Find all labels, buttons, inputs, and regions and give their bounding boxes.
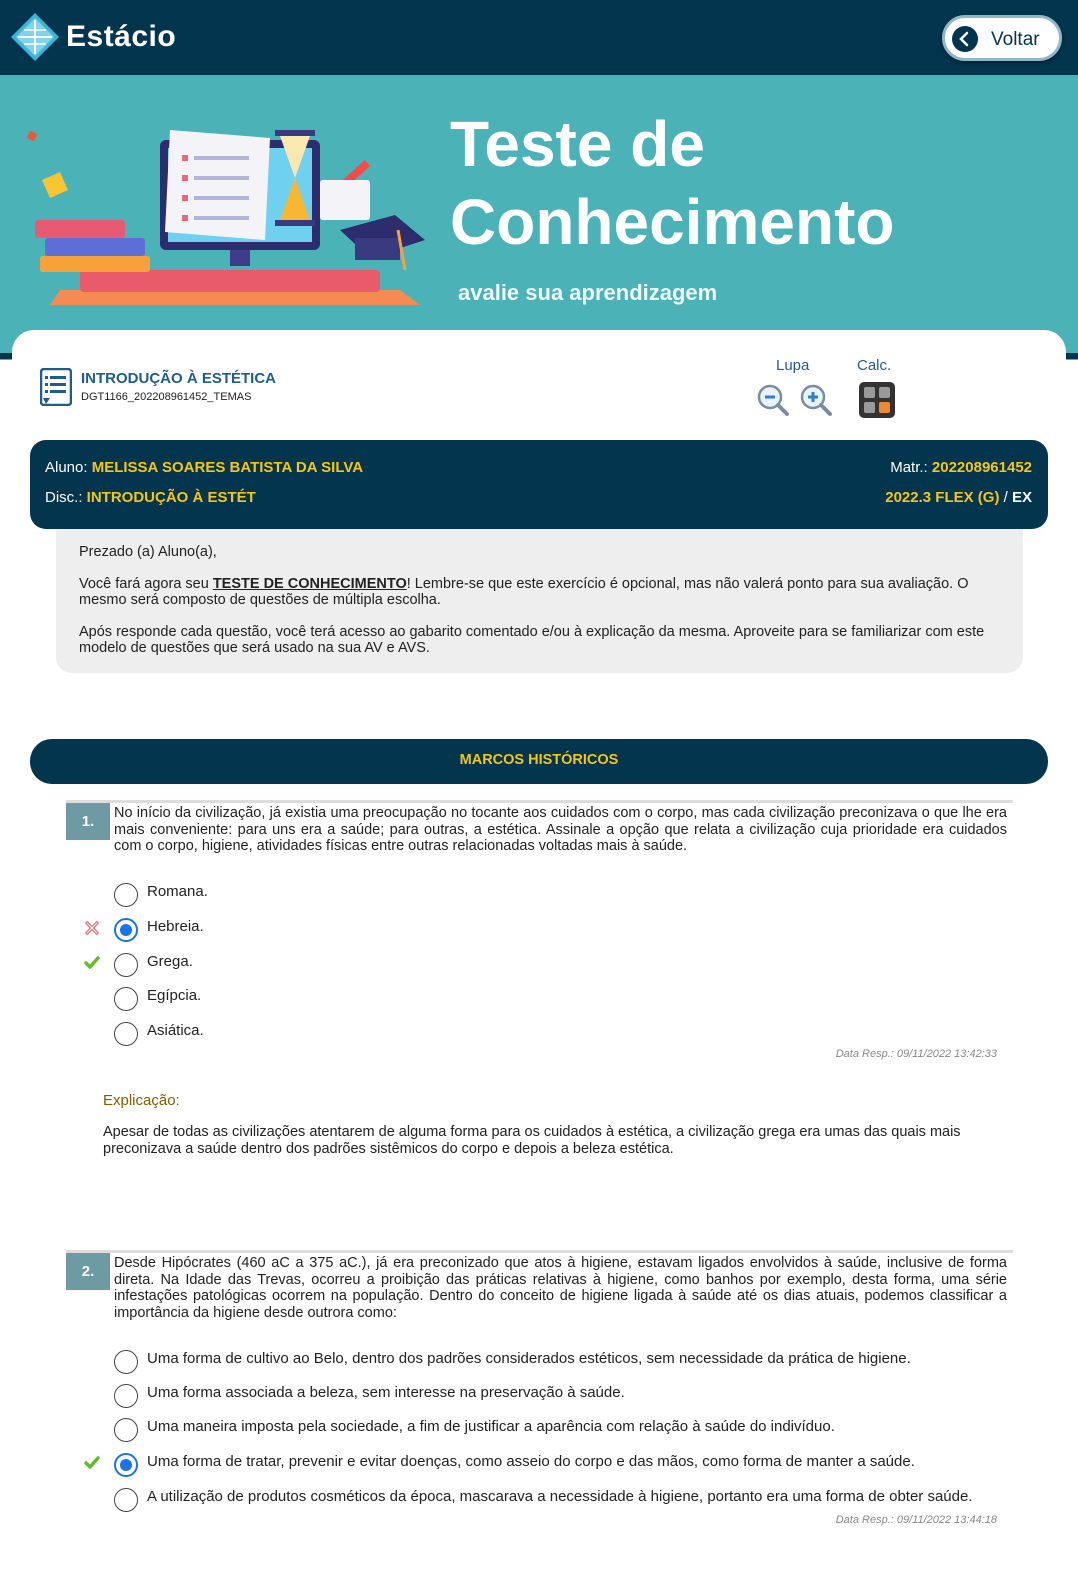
study-illustration-icon: [20, 120, 430, 310]
option-label: Hebreia.: [147, 918, 204, 935]
question-text: No início da civilização, já existia uma preocupação no tocante aos cuidados com o corpo, mas cada civilização preconizava o que lhe era mais conveniente: para uns era a saúde; para outras, a estética. Assinale a opção que relata a civilização cuja prioridade era cuidados com o corpo, higiene, atividades físicas entre outras relacionadas voltadas mais à saúde.: [114, 805, 1007, 854]
back-button-label: Voltar: [991, 29, 1040, 50]
wrong-x-icon: [84, 920, 100, 936]
student-name-row: Aluno: MELISSA SOARES BATISTA DA SILVA: [45, 459, 364, 476]
response-date: Data Resp.: 09/11/2022 13:44:18: [835, 1514, 997, 1526]
radio-button[interactable]: [114, 987, 138, 1011]
registration-number: 202208961452: [931, 459, 1032, 476]
correct-check-icon: [84, 955, 100, 971]
course-code: DGT1166_202208961452_TEMAS: [81, 391, 252, 403]
period-value: 2022.3 FLEX (G): [885, 489, 1000, 506]
question-divider: [66, 1250, 1013, 1253]
student-name: MELISSA SOARES BATISTA DA SILVA: [91, 459, 364, 476]
radio-button[interactable]: [114, 883, 138, 907]
question-text: Desde Hipócrates (460 aC a 375 aC.), já era preconizado que atos à higiene, estavam ligados envolvidos à saúde, inclusive de forma direta. Na Idade das Trevas, ocorreu a proibição das práticas relativas à higiene, como banhos por exemplo, desta forma, uma série infestações patológicas ocorrem na população. Dentro do conceito de higiene ligada à saúde até os dias atuais, podemos classificar a importância da higiene desde outrora como:: [114, 1255, 1007, 1321]
lupa-label: Lupa: [776, 357, 810, 374]
section-bar: [30, 739, 1048, 784]
radio-button[interactable]: [114, 1384, 138, 1408]
discipline-name: INTRODUÇÃO À ESTÉT: [86, 489, 256, 506]
radio-button[interactable]: [114, 1488, 138, 1512]
explanation-title: Explicação:: [103, 1092, 180, 1109]
estacio-logo-icon: [10, 12, 60, 62]
radio-button-selected[interactable]: [114, 1453, 138, 1477]
explanation-text: Apesar de todas as civilizações atentarem de alguma forma para os cuidados à estética, a civilização grega era umas das quais mais preconizava a saúde dentro dos padrões sistêmicos do corpo e depois a beleza estética.: [103, 1124, 961, 1157]
option-label: Asiática.: [147, 1022, 204, 1039]
answer-option[interactable]: [114, 1418, 1014, 1444]
logo-text: Estácio: [66, 20, 177, 53]
radio-button[interactable]: [114, 1022, 138, 1046]
answer-option[interactable]: [114, 1453, 1014, 1479]
radio-button-selected[interactable]: [114, 918, 138, 942]
hero-banner: [0, 75, 1078, 360]
answer-option[interactable]: [114, 1384, 1014, 1410]
zoom-in-icon[interactable]: [799, 383, 833, 417]
section-title: MARCOS HISTÓRICOS: [459, 752, 619, 768]
answer-option[interactable]: [114, 883, 1014, 909]
radio-button[interactable]: [114, 953, 138, 977]
course-name: INTRODUÇÃO À ESTÉTICA: [81, 370, 276, 387]
student-info-bar: [30, 440, 1048, 529]
intro-paragraph-1: Você fará agora seu TESTE DE CONHECIMENTO! Lembre-se que este exercício é opcional, mas não valerá ponto para sua avaliação. O mesmo será composto de questões de múltipla escolha.: [79, 576, 969, 608]
top-bar: [0, 0, 1078, 75]
correct-check-icon: [84, 1455, 100, 1471]
period-suffix: EX: [1011, 489, 1032, 506]
zoom-out-icon[interactable]: [756, 383, 790, 417]
document-list-icon: [40, 368, 72, 406]
registration-row: Matr.: 202208961452: [890, 459, 1032, 476]
answer-option[interactable]: [114, 1350, 1014, 1376]
option-label: Romana.: [147, 883, 208, 900]
option-label: Egípcia.: [147, 987, 202, 1004]
response-date: Data Resp.: 09/11/2022 13:42:33: [835, 1048, 997, 1060]
option-label: A utilização de produtos cosméticos da época, mascarava a necessidade à higiene, portanto era uma forma de obter saúde.: [147, 1488, 973, 1505]
radio-button[interactable]: [114, 1350, 138, 1374]
answer-option[interactable]: [114, 953, 1014, 979]
banner-subtitle: avalie sua aprendizagem: [458, 280, 718, 305]
intro-bold-phrase: TESTE DE CONHECIMENTO: [212, 576, 407, 592]
discipline-row: Disc.: INTRODUÇÃO À ESTÉT: [45, 489, 256, 506]
answer-option[interactable]: [114, 987, 1014, 1013]
option-label: Uma forma de cultivo ao Belo, dentro dos padrões considerados estéticos, sem necessidade da prática de higiene.: [147, 1350, 911, 1367]
option-label: Uma forma associada a beleza, sem interesse na preservação à saúde.: [147, 1384, 625, 1401]
banner-title: Teste de Conhecimento: [450, 108, 895, 258]
option-label: Uma forma de tratar, prevenir e evitar doenças, como asseio do corpo e das mãos, como forma de manter a saúde.: [147, 1453, 915, 1470]
answer-option[interactable]: [114, 918, 1014, 944]
option-label: Grega.: [147, 953, 193, 970]
radio-button[interactable]: [114, 1418, 138, 1442]
intro-greeting: Prezado (a) Aluno(a),: [79, 544, 217, 560]
answer-option[interactable]: [114, 1022, 1014, 1048]
chevron-left-icon: [952, 26, 978, 52]
calculator-icon[interactable]: [858, 381, 896, 419]
calc-label: Calc.: [857, 357, 892, 374]
back-button[interactable]: [942, 15, 1062, 61]
question-number: 2.: [66, 1253, 110, 1290]
option-label: Uma maneira imposta pela sociedade, a fim de justificar a aparência com relação à saúde do indivíduo.: [147, 1418, 835, 1435]
answer-option[interactable]: [114, 1488, 1014, 1514]
intro-paragraph-2: Após responde cada questão, você terá acesso ao gabarito comentado e/ou à explicação da mesma. Aproveite para se familiarizar com este modelo de questões que será usado na sua AV e AVS.: [79, 624, 985, 656]
question-divider: [66, 800, 1013, 803]
question-number: 1.: [66, 803, 110, 840]
period-row: 2022.3 FLEX (G) / EX: [885, 489, 1032, 506]
